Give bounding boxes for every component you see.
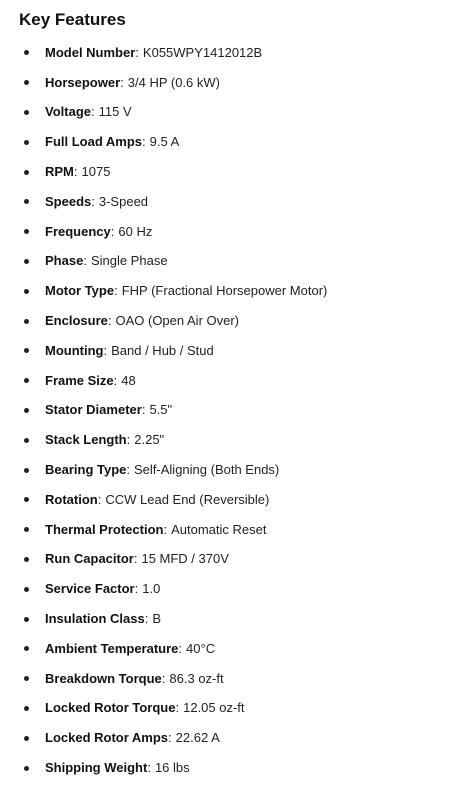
feature-label: Run Capacitor <box>45 551 134 567</box>
feature-separator: : <box>147 760 151 776</box>
feature-separator: : <box>73 164 78 180</box>
feature-separator: : <box>114 283 118 299</box>
feature-item <box>19 217 449 247</box>
feature-label: RPM <box>45 164 74 180</box>
feature-label: Voltage <box>45 104 91 120</box>
feature-value: 1.0 <box>142 581 161 597</box>
feature-item <box>19 515 449 545</box>
feature-item <box>19 187 449 217</box>
feature-separator: : <box>91 104 95 120</box>
bullet-icon <box>24 706 29 711</box>
feature-separator: : <box>120 74 124 90</box>
feature-label: Frequency <box>45 223 111 239</box>
feature-label: Service Factor <box>45 581 135 597</box>
bullet-icon <box>24 587 29 592</box>
bullet-icon <box>24 170 29 175</box>
feature-value: CCW Lead End (Reversible) <box>105 491 270 507</box>
feature-item <box>19 634 449 664</box>
bullet-icon <box>24 468 29 473</box>
bullet-icon <box>24 199 29 204</box>
feature-value: 86.3 oz-ft <box>169 670 224 686</box>
feature-separator: : <box>141 402 146 418</box>
feature-value: 48 <box>121 372 136 388</box>
feature-item <box>19 694 449 724</box>
feature-label: Insulation Class <box>45 611 145 627</box>
feature-label: Locked Rotor Torque <box>45 700 176 716</box>
feature-item <box>19 306 449 336</box>
feature-item <box>19 276 449 306</box>
bullet-icon <box>24 259 29 264</box>
feature-item <box>19 366 449 396</box>
feature-value: 60 Hz <box>118 223 153 239</box>
bullet-icon <box>24 50 29 55</box>
feature-item <box>19 38 449 68</box>
feature-item <box>19 425 449 455</box>
bullet-icon <box>24 408 29 413</box>
feature-separator: : <box>178 640 183 656</box>
feature-value: 3-Speed <box>98 193 149 209</box>
bullet-icon <box>24 557 29 562</box>
feature-label: Phase <box>45 253 84 269</box>
feature-label: Locked Rotor Amps <box>45 730 169 746</box>
feature-item <box>19 98 449 128</box>
feature-label: Breakdown Torque <box>45 670 162 686</box>
feature-separator: : <box>83 253 87 269</box>
bullet-icon <box>24 617 29 622</box>
bullet-icon <box>24 229 29 234</box>
feature-item <box>19 604 449 634</box>
feature-label: Stack Length <box>45 432 127 448</box>
feature-separator: : <box>126 462 131 478</box>
feature-label: Model Number <box>45 44 136 60</box>
feature-separator: : <box>142 134 146 150</box>
feature-separator: : <box>134 581 139 597</box>
feature-separator: : <box>103 342 108 358</box>
bullet-icon <box>24 348 29 353</box>
feature-separator: : <box>126 432 131 448</box>
feature-label: Rotation <box>45 491 98 507</box>
feature-separator: : <box>133 551 138 567</box>
feature-item <box>19 455 449 485</box>
feature-label: Full Load Amps <box>45 134 143 150</box>
feature-separator: : <box>144 611 149 627</box>
feature-label: Thermal Protection <box>45 521 164 537</box>
feature-separator: : <box>113 372 118 388</box>
feature-value: Band / Hub / Stud <box>111 342 214 358</box>
feature-value: 22.62 A <box>175 730 220 746</box>
feature-item <box>19 664 449 694</box>
feature-item <box>19 336 449 366</box>
bullet-icon <box>24 438 29 443</box>
feature-label: Enclosure <box>45 313 108 329</box>
feature-separator: : <box>161 670 166 686</box>
feature-label: Ambient Temperature <box>45 640 179 656</box>
feature-value: 115 V <box>98 104 132 120</box>
feature-label: Shipping Weight <box>45 760 148 776</box>
feature-separator: : <box>91 193 95 209</box>
feature-item <box>19 127 449 157</box>
feature-separator: : <box>110 223 115 239</box>
bullet-icon <box>24 676 29 681</box>
feature-value: 5.5" <box>149 402 173 418</box>
feature-value: 1075 <box>81 164 111 180</box>
feature-item <box>19 753 449 783</box>
feature-label: Horsepower <box>45 74 121 90</box>
feature-label: Frame Size <box>45 372 114 388</box>
feature-label: Mounting <box>45 342 104 358</box>
bullet-icon <box>24 766 29 771</box>
feature-value: 16 lbs <box>154 760 190 776</box>
bullet-icon <box>24 110 29 115</box>
feature-item <box>19 545 449 575</box>
feature-item <box>19 157 449 187</box>
feature-item <box>19 68 449 98</box>
feature-value: 3/4 HP (0.6 kW) <box>127 74 220 90</box>
feature-separator: : <box>97 491 102 507</box>
feature-value: 40°C <box>186 640 216 656</box>
bullet-icon <box>24 497 29 502</box>
feature-label: Stator Diameter <box>45 402 142 418</box>
bullet-icon <box>24 319 29 324</box>
feature-value: 15 MFD / 370V <box>141 551 229 567</box>
bullet-icon <box>24 527 29 532</box>
feature-value: K055WPY1412012B <box>142 44 263 60</box>
feature-item <box>19 574 449 604</box>
bullet-icon <box>24 646 29 651</box>
feature-separator: : <box>175 700 180 716</box>
feature-value: 12.05 oz-ft <box>183 700 245 716</box>
feature-separator: : <box>107 313 112 329</box>
bullet-icon <box>24 378 29 383</box>
feature-label: Bearing Type <box>45 462 127 478</box>
feature-value: B <box>152 611 161 627</box>
bullet-icon <box>24 140 29 145</box>
feature-item <box>19 247 449 277</box>
feature-separator: : <box>135 44 139 60</box>
feature-value: Single Phase <box>90 253 168 269</box>
feature-value: FHP (Fractional Horsepower Motor) <box>121 283 328 299</box>
feature-label: Speeds <box>45 193 92 209</box>
feature-separator: : <box>163 521 168 537</box>
feature-value: OAO (Open Air Over) <box>115 313 240 329</box>
feature-item <box>19 723 449 753</box>
feature-item <box>19 485 449 515</box>
feature-value: Automatic Reset <box>171 521 267 537</box>
feature-item <box>19 396 449 426</box>
bullet-icon <box>24 736 29 741</box>
feature-value: 9.5 A <box>149 134 180 150</box>
feature-separator: : <box>168 730 172 746</box>
feature-label: Motor Type <box>45 283 115 299</box>
key-features-section <box>0 0 460 30</box>
feature-list <box>19 38 449 783</box>
feature-value: 2.25" <box>134 432 165 448</box>
bullet-icon <box>24 289 29 294</box>
feature-value: Self-Aligning (Both Ends) <box>134 462 280 478</box>
section-heading: Key Features <box>19 10 126 29</box>
bullet-icon <box>24 80 29 85</box>
